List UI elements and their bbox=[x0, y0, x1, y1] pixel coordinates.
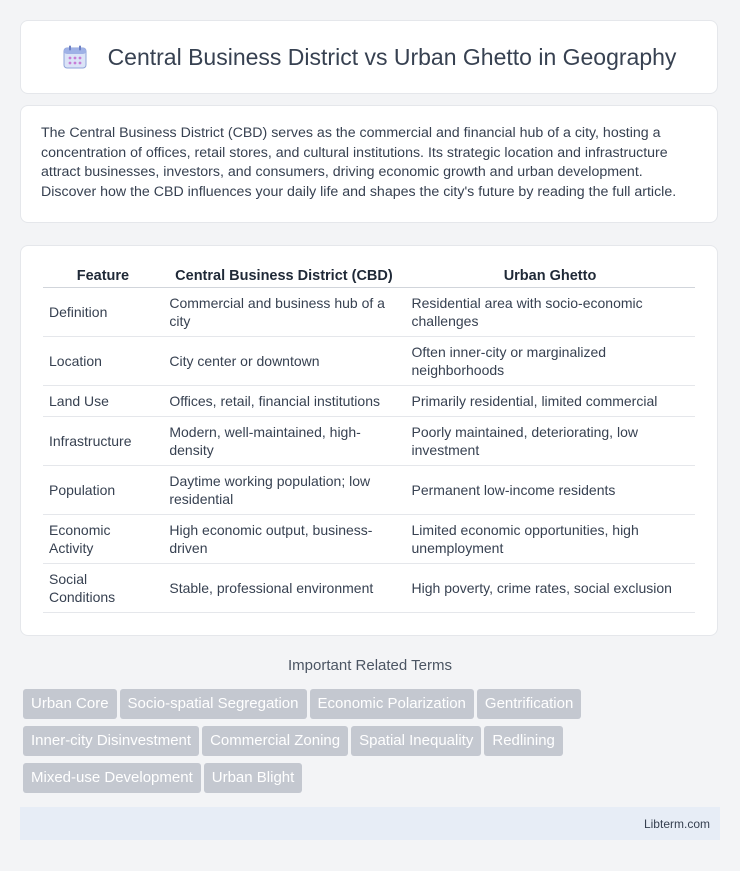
table-row bbox=[43, 466, 695, 515]
related-terms-title: Important Related Terms bbox=[288, 657, 452, 674]
header-card bbox=[20, 20, 718, 94]
table-cell: Social Conditions bbox=[43, 564, 163, 613]
table-cell: Primarily residential, limited commercial bbox=[405, 386, 695, 417]
table-cell: Commercial and business hub of a city bbox=[163, 288, 405, 337]
table-cell: Daytime working population; low residential bbox=[163, 466, 405, 515]
table-cell: Location bbox=[43, 337, 163, 386]
table-row bbox=[43, 417, 695, 466]
related-term-tag[interactable]: Socio-spatial Segregation bbox=[120, 689, 307, 719]
comparison-table bbox=[43, 264, 695, 613]
table-cell: Offices, retail, financial institutions bbox=[163, 386, 405, 417]
table-cell: Population bbox=[43, 466, 163, 515]
comparison-card bbox=[20, 245, 718, 636]
table-header: Central Business District (CBD) bbox=[163, 264, 405, 288]
page-title: Central Business District vs Urban Ghetto in Geography bbox=[107, 43, 677, 70]
table-cell: Modern, well-maintained, high-density bbox=[163, 417, 405, 466]
related-term-tag[interactable]: Gentrification bbox=[477, 689, 581, 719]
table-cell: Limited economic opportunities, high unemployment bbox=[405, 515, 695, 564]
table-header: Urban Ghetto bbox=[405, 264, 695, 288]
table-cell: Stable, professional environment bbox=[163, 564, 405, 613]
related-term-tag[interactable]: Urban Blight bbox=[204, 763, 303, 793]
table-header-row bbox=[43, 264, 695, 288]
table-row bbox=[43, 337, 695, 386]
intro-text: The Central Business District (CBD) serves as the commercial and financial hub of a city, hosting a concentration of offices, retail stores, and cultural institutions. Its strategic location and infrastructure attract businesses, investors, and consumers, driving economic growth and urban development. Discover how the CBD influences your daily life and shapes the city's future by reading the full article. bbox=[41, 125, 677, 200]
table-cell: City center or downtown bbox=[163, 337, 405, 386]
table-cell: Economic Activity bbox=[43, 515, 163, 564]
related-term-tag[interactable]: Mixed-use Development bbox=[23, 763, 201, 793]
intro-card bbox=[20, 105, 718, 223]
related-term-tag[interactable]: Economic Polarization bbox=[310, 689, 474, 719]
related-term-tag[interactable]: Spatial Inequality bbox=[351, 726, 481, 756]
related-term-tag[interactable]: Commercial Zoning bbox=[202, 726, 348, 756]
table-cell: High poverty, crime rates, social exclusion bbox=[405, 564, 695, 613]
table-cell: Often inner-city or marginalized neighborhoods bbox=[405, 337, 695, 386]
table-header: Feature bbox=[43, 264, 163, 288]
table-cell: High economic output, business-driven bbox=[163, 515, 405, 564]
table-cell: Permanent low-income residents bbox=[405, 466, 695, 515]
table-cell: Infrastructure bbox=[43, 417, 163, 466]
table-cell: Residential area with socio-economic challenges bbox=[405, 288, 695, 337]
table-cell: Land Use bbox=[43, 386, 163, 417]
table-row bbox=[43, 386, 695, 417]
related-term-tag[interactable]: Urban Core bbox=[23, 689, 117, 719]
footer bbox=[20, 807, 720, 840]
related-term-tag[interactable]: Redlining bbox=[484, 726, 563, 756]
related-term-tag[interactable]: Inner-city Disinvestment bbox=[23, 726, 199, 756]
table-cell: Definition bbox=[43, 288, 163, 337]
table-row bbox=[43, 564, 695, 613]
table-row bbox=[43, 288, 695, 337]
calendar-icon bbox=[62, 44, 88, 70]
related-terms-list bbox=[23, 689, 723, 800]
footer-site-link[interactable]: Libterm.com bbox=[643, 816, 710, 831]
table-row bbox=[43, 515, 695, 564]
table-cell: Poorly maintained, deteriorating, low investment bbox=[405, 417, 695, 466]
